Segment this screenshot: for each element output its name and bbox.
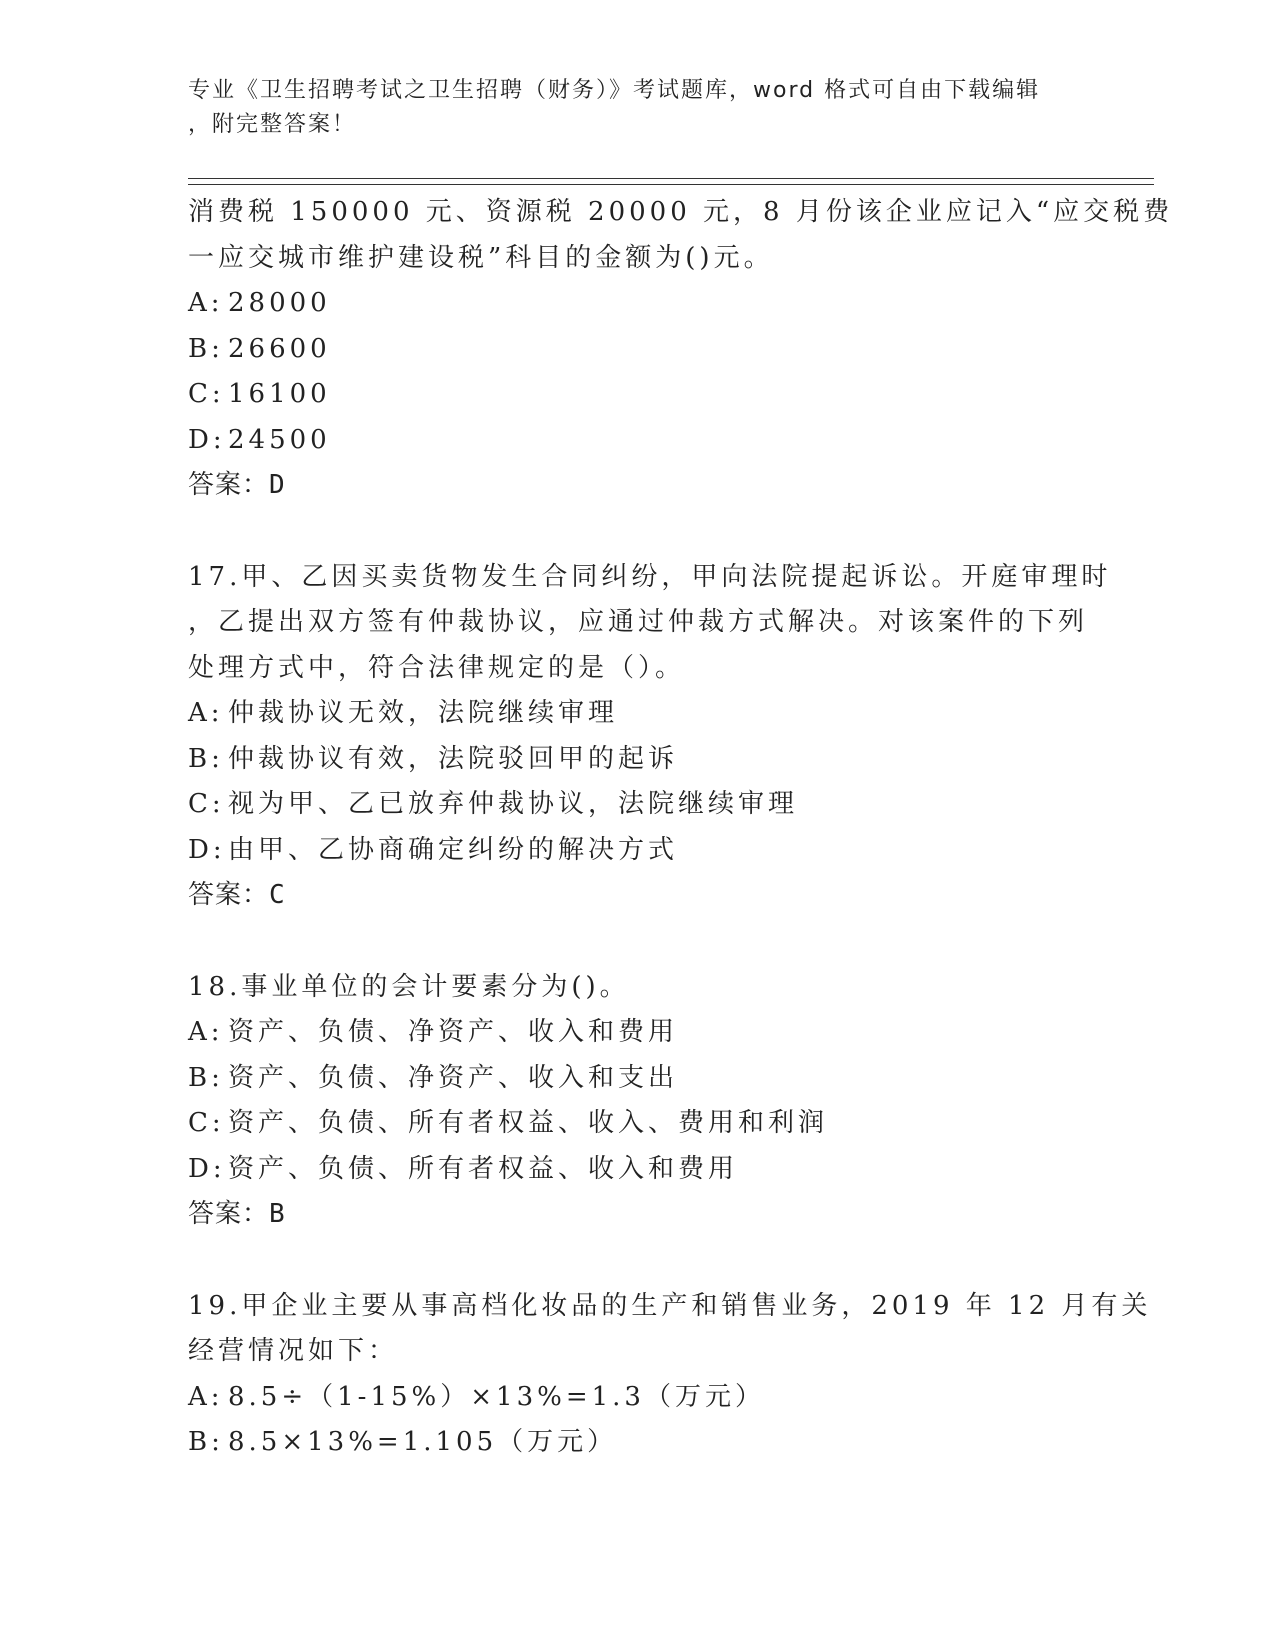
answer-line	[188, 463, 1088, 509]
option-letter: B:	[188, 333, 224, 364]
option-d	[188, 828, 1088, 874]
question-19	[188, 1284, 1152, 1466]
option-letter: D:	[188, 424, 226, 455]
answer-value: B	[269, 1199, 286, 1229]
option-text: 16100	[228, 379, 331, 409]
option-b	[188, 1420, 1088, 1466]
option-text: 资产、负债、净资产、收入和费用	[228, 1017, 679, 1047]
option-text: 仲裁协议无效，法院继续审理	[228, 698, 619, 728]
option-text: 资产、负债、净资产、收入和支出	[228, 1062, 679, 1093]
option-letter: C:	[188, 1108, 225, 1138]
spacer	[188, 509, 1088, 555]
option-text: 仲裁协议有效，法院驳回甲的起诉	[228, 743, 679, 774]
question-text-line: ，乙提出双方签有仲裁协议，应通过仲裁方式解决。对该案件的下列	[188, 607, 1089, 637]
option-text: 资产、负债、所有者权益、收入和费用	[228, 1153, 739, 1184]
spacer	[188, 919, 1088, 965]
answer-label: 答案：	[188, 470, 270, 500]
option-d	[188, 418, 1088, 464]
option-a	[188, 281, 1088, 327]
question-16	[188, 190, 1174, 509]
header-divider-bottom	[188, 184, 1154, 185]
option-b	[188, 1056, 1088, 1102]
answer-line	[188, 873, 1088, 919]
option-letter: B:	[188, 1427, 224, 1457]
option-text: 26600	[228, 333, 331, 364]
option-text: 28000	[228, 288, 331, 318]
answer-label: 答案：	[188, 1199, 270, 1229]
option-c	[188, 1101, 1088, 1147]
answer-line	[188, 1192, 1088, 1238]
option-letter: C:	[188, 789, 225, 819]
option-letter: A:	[188, 698, 224, 728]
document-header	[188, 74, 1088, 142]
question-text-line: 一应交城市维护建设税”科目的金额为()元。	[188, 242, 774, 273]
option-text: 24500	[228, 424, 331, 455]
option-b	[188, 737, 1088, 783]
header-divider-top	[188, 178, 1154, 179]
option-a	[188, 1375, 1088, 1421]
option-text: 由甲、乙协商确定纠纷的解决方式	[228, 834, 679, 865]
question-text-line: 消费税 150000 元、资源税 20000 元，8 月份该企业应记入“应交税费	[188, 197, 1174, 227]
option-a	[188, 1010, 1088, 1056]
option-letter: C:	[188, 379, 225, 409]
option-c	[188, 372, 1088, 418]
option-text: 视为甲、乙已放弃仲裁协议，法院继续审理	[228, 789, 799, 819]
option-letter: A:	[188, 288, 224, 318]
option-letter: D:	[188, 1153, 226, 1184]
question-text-line: 17.甲、乙因买卖货物发生合同纠纷，甲向法院提起诉讼。开庭审理时	[188, 561, 1112, 592]
question-list	[188, 190, 1174, 1466]
question-17	[188, 555, 1112, 919]
question-18	[188, 965, 1088, 1238]
header-line-1: 专业《卫生招聘考试之卫生招聘（财务）》考试题库，word 格式可自由下载编辑	[188, 78, 1041, 103]
question-text-line: 18.事业单位的会计要素分为()。	[188, 971, 630, 1002]
option-letter: B:	[188, 743, 224, 774]
option-text: 资产、负债、所有者权益、收入、费用和利润	[228, 1108, 829, 1138]
question-text-line: 处理方式中，符合法律规定的是（）。	[188, 652, 686, 683]
answer-value: C	[269, 880, 286, 910]
option-letter: A:	[188, 1017, 224, 1047]
option-b	[188, 327, 1088, 373]
answer-label: 答案：	[188, 880, 270, 910]
option-text: 8.5×13%=1.105（万元）	[228, 1427, 618, 1457]
option-letter: A:	[188, 1381, 224, 1412]
question-text-line: 经营情况如下：	[188, 1336, 399, 1366]
option-c	[188, 782, 1088, 828]
question-text-line: 19.甲企业主要从事高档化妆品的生产和销售业务，2019 年 12 月有关	[188, 1290, 1152, 1321]
option-d	[188, 1147, 1088, 1193]
header-line-2: ，附完整答案！	[188, 112, 357, 137]
answer-value: D	[269, 470, 286, 500]
option-text: 8.5÷（1-15%）×13%=1.3（万元）	[228, 1381, 765, 1412]
spacer	[188, 1238, 1088, 1284]
option-letter: B:	[188, 1062, 224, 1093]
option-a	[188, 691, 1088, 737]
option-letter: D:	[188, 834, 226, 865]
